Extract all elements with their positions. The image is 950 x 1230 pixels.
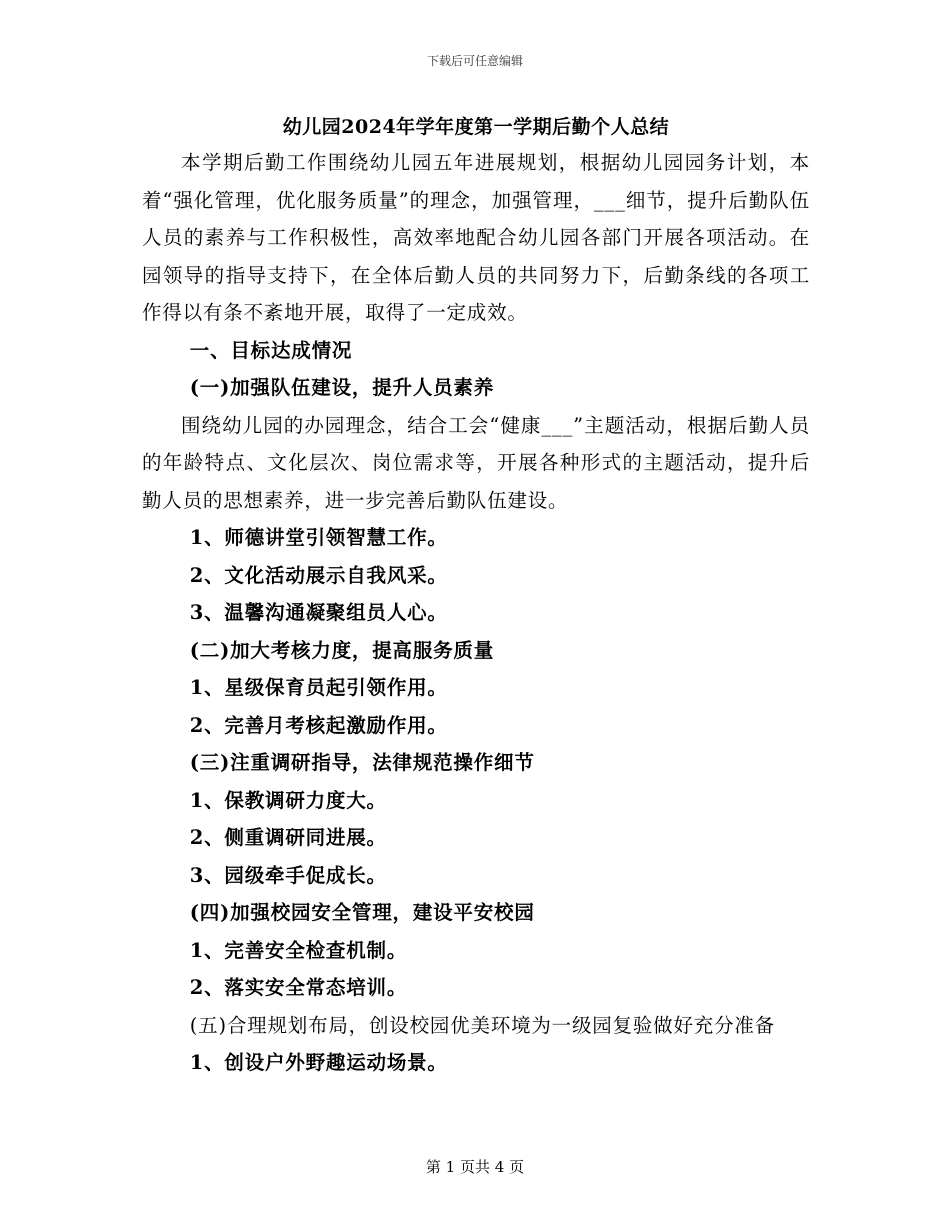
list-item: 2、完善月考核起激励作用。 [189,713,448,737]
subsection-heading-5: (五)合理规划布局，创设校园优美环境为一级园复验做好充分准备 [189,1013,775,1037]
subsection-heading-3: (三)注重调研指导，法律规范操作细节 [189,751,535,774]
list-item: 1、星级保育员起引领作用。 [189,676,448,699]
subsection-heading-2: (二)加大考核力度，提高服务质量 [189,638,495,662]
list-item: 1、保教调研力度大。 [189,788,387,812]
list-item: 3、温馨沟通凝聚组员人心。 [189,601,448,624]
list-item: 1、师德讲堂引领智慧工作。 [189,526,448,549]
list-item: 1、创设户外野趣运动场景。 [189,1051,448,1074]
subsection-1-paragraph: 围绕幼儿园的办园理念，结合工会“健康___”主题活动，根据后勤人员的年龄特点、文化层次、岗位需求等，开展各种形式的主题活动，提升后勤人员的思想素养，进一步完善后勤队伍建设。 [142,413,810,512]
subsection-heading-1: (一)加强队伍建设，提升人员素养 [189,376,495,399]
page-footer: 第 1 页共 4 页 [425,1158,525,1176]
intro-paragraph: 本学期后勤工作围绕幼儿园五年进展规划，根据幼儿园园务计划，本着“强化管理，优化服务质量”的理念，加强管理，___细节，提升后勤队伍人员的素养与工作积极性，高效率地配合幼儿园各部门开展各项活动。在园领导的指导支持下，在全体后勤人员的共同努力下，后勤条线的各项工作得以有条不紊地开展，取得了一定成效。 [142,151,810,324]
list-item: 2、侧重调研同进展。 [189,826,387,849]
list-item: 2、文化活动展示自我风采。 [189,563,448,587]
page-header: 下载后可任意编辑 [426,54,523,68]
document-title: 幼儿园2024年学年度第一学期后勤个人总结 [282,116,670,138]
section-heading-1: 一、目标达成情况 [189,338,353,362]
list-item: 1、完善安全检查机制。 [189,938,408,962]
document-body [142,110,810,1082]
subsection-heading-4: (四)加强校园安全管理，建设平安校园 [189,901,535,924]
list-item: 3、园级牵手促成长。 [189,863,387,887]
list-item: 2、落实安全常态培训。 [189,976,408,999]
